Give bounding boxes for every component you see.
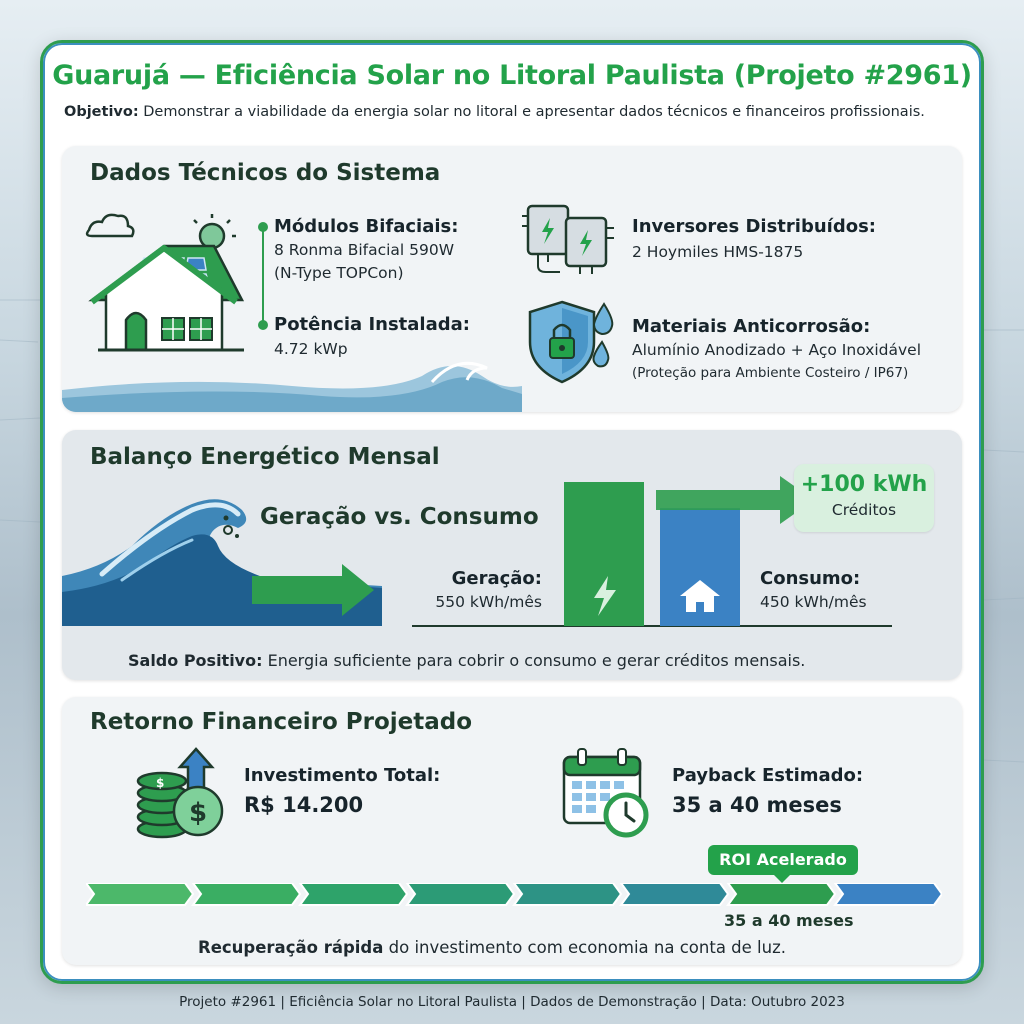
timeline-segment xyxy=(407,883,514,905)
bar-consumption xyxy=(660,508,740,626)
roi-badge: ROI Acelerado xyxy=(708,845,858,875)
timeline-segment xyxy=(86,883,193,905)
materials-note: (Proteção para Ambiente Costeiro / IP67) xyxy=(632,365,909,381)
wave-icon xyxy=(62,476,382,632)
payback-timeline xyxy=(86,883,942,907)
financial-panel xyxy=(62,697,962,965)
footer-text: Projeto #2961 | Eficiência Solar no Litoral Paulista | Dados de Demonstração | Data: Outubro 2023 xyxy=(179,994,845,1010)
credits-badge xyxy=(794,464,934,532)
investment-label: Investimento Total: xyxy=(244,765,441,786)
house-solar-icon xyxy=(84,210,274,360)
credits-label: Créditos xyxy=(831,501,897,519)
balance-body: Energia suficiente para cobrir o consumo e gerar créditos mensais. xyxy=(262,651,806,670)
modules-label: Módulos Bifaciais: xyxy=(274,216,459,237)
timeline-segment xyxy=(514,883,621,905)
svg-text:$: $ xyxy=(189,798,208,828)
objective-label: Objetivo: xyxy=(64,104,139,120)
objective-body: Demonstrar a viabilidade da energia solar no litoral e apresentar dados técnicos e financeiros profissionais. xyxy=(138,104,925,120)
balance-text xyxy=(128,650,805,671)
objective-text xyxy=(64,104,964,120)
chart-subtitle: Geração vs. Consumo xyxy=(260,504,539,530)
timeline-label: 35 a 40 meses xyxy=(724,911,854,930)
materials-value: Alumínio Anodizado + Aço Inoxidável xyxy=(632,341,922,359)
consumption-value: 450 kWh/mês xyxy=(760,593,867,611)
money-coins-icon xyxy=(134,745,230,841)
credits-value: +100 kWh xyxy=(800,472,928,497)
timeline-segment xyxy=(728,883,835,905)
power-label: Potência Instalada: xyxy=(274,314,470,335)
energy-title: Balanço Energético Mensal xyxy=(90,444,440,470)
inverters-value: 2 Hoymiles HMS-1875 xyxy=(632,243,804,261)
payback-value: 35 a 40 meses xyxy=(672,793,842,817)
page-title: Guarujá — Eficiência Solar no Litoral Paulista (Projeto #2961) xyxy=(52,60,972,91)
generation-label: Geração: xyxy=(451,568,542,589)
technical-panel xyxy=(62,146,962,412)
technical-title: Dados Técnicos do Sistema xyxy=(90,160,441,186)
generation-value: 550 kWh/mês xyxy=(435,593,542,611)
summary-body: do investimento com economia na conta de luz. xyxy=(383,938,786,957)
financial-summary xyxy=(198,937,786,958)
energy-panel xyxy=(62,430,962,680)
timeline-segment xyxy=(193,883,300,905)
inverter-icon xyxy=(520,200,620,280)
financial-title: Retorno Financeiro Projetado xyxy=(90,709,473,735)
modules-type: (N-Type TOPCon) xyxy=(274,264,404,282)
spec-bullet xyxy=(258,320,268,330)
balance-label: Saldo Positivo: xyxy=(128,651,263,670)
calendar-clock-icon xyxy=(560,745,656,841)
timeline-segment xyxy=(300,883,407,905)
consumption-label: Consumo: xyxy=(760,568,861,589)
timeline-segment xyxy=(835,883,942,905)
spec-bullet xyxy=(258,222,268,232)
power-value: 4.72 kWp xyxy=(274,340,348,358)
shield-lock-icon xyxy=(522,298,622,388)
modules-value: 8 Ronma Bifacial 590W xyxy=(274,241,455,259)
timeline-segment xyxy=(621,883,728,905)
materials-label: Materiais Anticorrosão: xyxy=(632,316,871,337)
investment-value: R$ 14.200 xyxy=(244,793,364,817)
payback-label: Payback Estimado: xyxy=(672,765,864,786)
svg-text:$: $ xyxy=(156,776,165,790)
summary-bold: Recuperação rápida xyxy=(198,938,384,957)
spec-connector-line xyxy=(262,226,264,326)
inverters-label: Inversores Distribuídos: xyxy=(632,216,876,237)
